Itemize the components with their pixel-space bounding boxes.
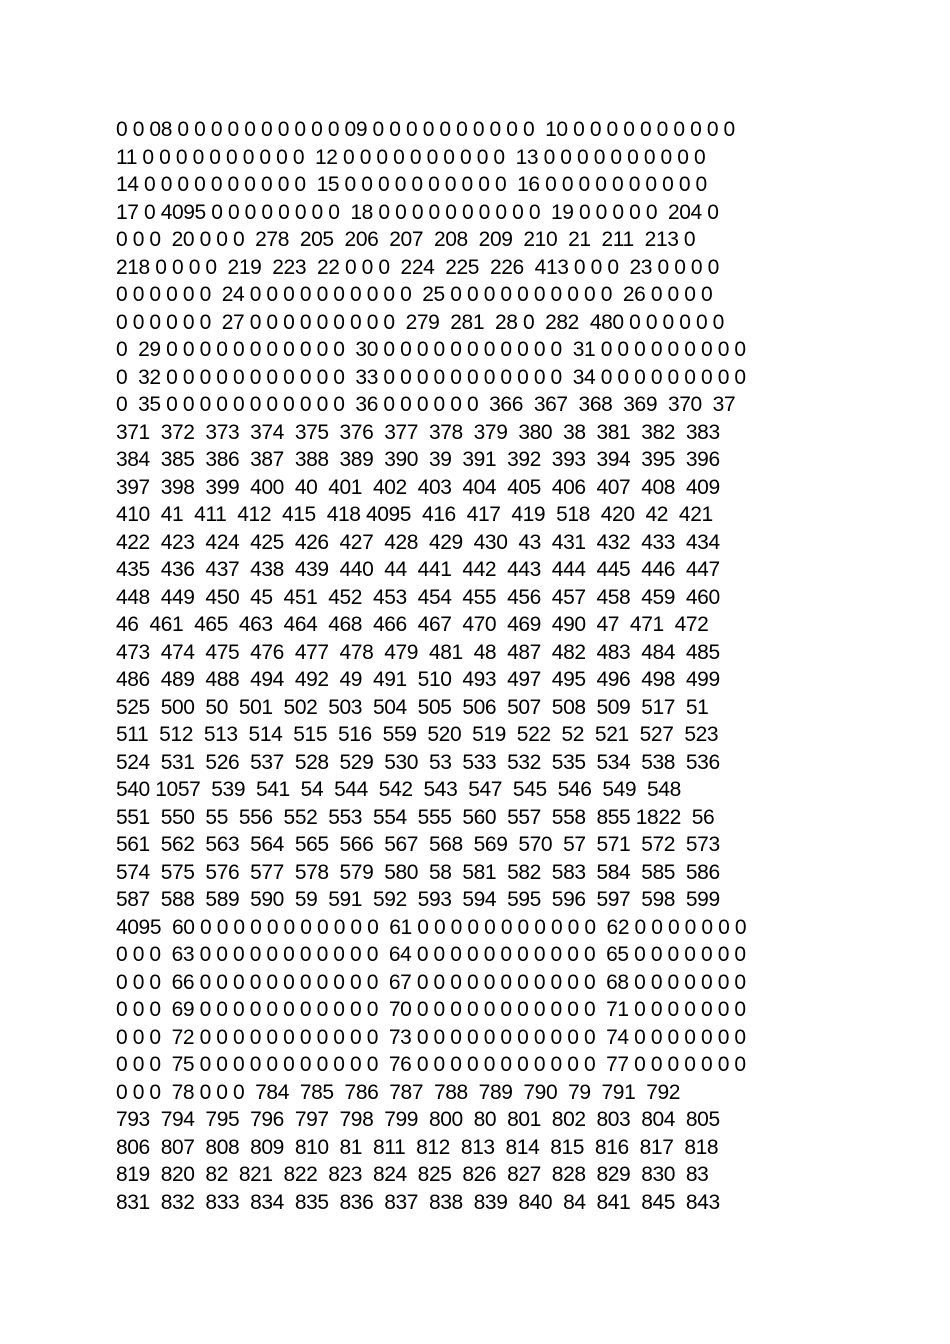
text-line-35: 0 0 0 75 0 0 0 0 0 0 0 0 0 0 0 76 0 0 0 0 0 0 0 0 0 0 0 77 0 0 0 0 0 0 0 — [116, 1053, 746, 1076]
text-line-12: 371 372 373 374 375 376 377 378 379 380 38 381 382 383 — [116, 420, 720, 444]
text-line-9: 0 29 0 0 0 0 0 0 0 0 0 0 0 30 0 0 0 0 0 0 0 0 0 0 0 31 0 0 0 0 0 0 0 0 0 — [116, 338, 746, 361]
text-line-20: 473 474 475 476 477 478 479 481 48 487 482 483 484 485 — [116, 640, 720, 664]
text-line-3: 14 0 0 0 0 0 0 0 0 0 0 15 0 0 0 0 0 0 0 0 0 0 16 0 0 0 0 0 0 0 0 0 0 — [116, 173, 707, 196]
text-line-11: 0 35 0 0 0 0 0 0 0 0 0 0 0 36 0 0 0 0 0 0 366 367 368 369 370 37 — [116, 393, 736, 416]
text-line-32: 0 0 0 66 0 0 0 0 0 0 0 0 0 0 0 67 0 0 0 0 0 0 0 0 0 0 0 68 0 0 0 0 0 0 0 — [116, 970, 746, 994]
text-line-16: 422 423 424 425 426 427 428 429 430 43 431 432 433 434 — [116, 530, 720, 554]
text-line-34: 0 0 0 72 0 0 0 0 0 0 0 0 0 0 0 73 0 0 0 0 0 0 0 0 0 0 0 74 0 0 0 0 0 0 0 — [116, 1025, 746, 1049]
text-line-38: 806 807 808 809 810 81 811 812 813 814 815 816 817 818 — [116, 1135, 719, 1159]
text-line-2: 11 0 0 0 0 0 0 0 0 0 0 12 0 0 0 0 0 0 0 0 0 0 13 0 0 0 0 0 0 0 0 0 0 — [116, 145, 706, 169]
text-line-21: 486 489 488 494 492 49 491 510 493 497 495 496 498 499 — [116, 668, 720, 691]
text-line-36: 0 0 0 78 0 0 0 784 785 786 787 788 789 790 79 791 792 — [116, 1080, 681, 1104]
text-line-13: 384 385 386 387 388 389 390 39 391 392 393 394 395 396 — [116, 448, 720, 471]
text-line-6: 218 0 0 0 0 219 223 22 0 0 0 224 225 226 413 0 0 0 23 0 0 0 0 — [116, 255, 719, 279]
text-line-22: 525 500 50 501 502 503 504 505 506 507 508 509 517 51 — [116, 695, 709, 719]
text-line-10: 0 32 0 0 0 0 0 0 0 0 0 0 0 33 0 0 0 0 0 0 0 0 0 0 0 34 0 0 0 0 0 0 0 0 0 — [116, 365, 746, 389]
text-line-39: 819 820 82 821 822 823 824 825 826 827 828 829 830 83 — [116, 1163, 709, 1186]
text-line-8: 0 0 0 0 0 0 27 0 0 0 0 0 0 0 0 0 279 281 28 0 282 480 0 0 0 0 0 0 — [116, 310, 724, 334]
text-line-23: 511 512 513 514 515 516 559 520 519 522 52 521 527 523 — [116, 723, 719, 746]
text-line-5: 0 0 0 20 0 0 0 278 205 206 207 208 209 210 21 211 213 0 — [116, 228, 696, 251]
text-line-25: 540 1057 539 541 54 544 542 543 547 545 546 549 548 — [116, 778, 681, 801]
text-line-29: 587 588 589 590 59 591 592 593 594 595 596 597 598 599 — [116, 888, 720, 911]
text-line-33: 0 0 0 69 0 0 0 0 0 0 0 0 0 0 0 70 0 0 0 0 0 0 0 0 0 0 0 71 0 0 0 0 0 0 0 — [116, 998, 746, 1021]
text-line-14: 397 398 399 400 40 401 402 403 404 405 406 407 408 409 — [116, 475, 720, 499]
text-line-27: 561 562 563 564 565 566 567 568 569 570 57 571 572 573 — [116, 833, 720, 856]
text-line-37: 793 794 795 796 797 798 799 800 80 801 802 803 804 805 — [116, 1108, 720, 1131]
text-line-31: 0 0 0 63 0 0 0 0 0 0 0 0 0 0 0 64 0 0 0 0 0 0 0 0 0 0 0 65 0 0 0 0 0 0 0 — [116, 943, 746, 966]
text-line-18: 448 449 450 45 451 452 453 454 455 456 457 458 459 460 — [116, 585, 720, 609]
text-line-28: 574 575 576 577 578 579 580 58 581 582 583 584 585 586 — [116, 860, 720, 884]
number-text-block — [116, 116, 846, 1216]
text-line-1: 0 0 08 0 0 0 0 0 0 0 0 0 0 09 0 0 0 0 0 0 0 0 0 0 10 0 0 0 0 0 0 0 0 0 0 — [116, 118, 735, 141]
text-line-24: 524 531 526 537 528 529 530 53 533 532 535 534 538 536 — [116, 750, 720, 774]
text-line-30: 4095 60 0 0 0 0 0 0 0 0 0 0 0 61 0 0 0 0 0 0 0 0 0 0 0 62 0 0 0 0 0 0 0 — [116, 915, 747, 939]
text-line-40: 831 832 833 834 835 836 837 838 839 840 84 841 845 843 — [116, 1190, 720, 1214]
text-line-7: 0 0 0 0 0 0 24 0 0 0 0 0 0 0 0 0 0 25 0 0 0 0 0 0 0 0 0 0 26 0 0 0 0 — [116, 283, 713, 306]
text-line-4: 17 0 4095 0 0 0 0 0 0 0 0 18 0 0 0 0 0 0 0 0 0 0 19 0 0 0 0 0 204 0 — [116, 200, 719, 224]
text-line-26: 551 550 55 556 552 553 554 555 560 557 558 855 1822 56 — [116, 805, 715, 829]
text-line-15: 410 41 411 412 415 418 4095 416 417 419 518 420 42 421 — [116, 503, 713, 526]
text-line-19: 46 461 465 463 464 468 466 467 470 469 490 47 471 472 — [116, 613, 709, 636]
text-line-17: 435 436 437 438 439 440 44 441 442 443 444 445 446 447 — [116, 558, 720, 581]
